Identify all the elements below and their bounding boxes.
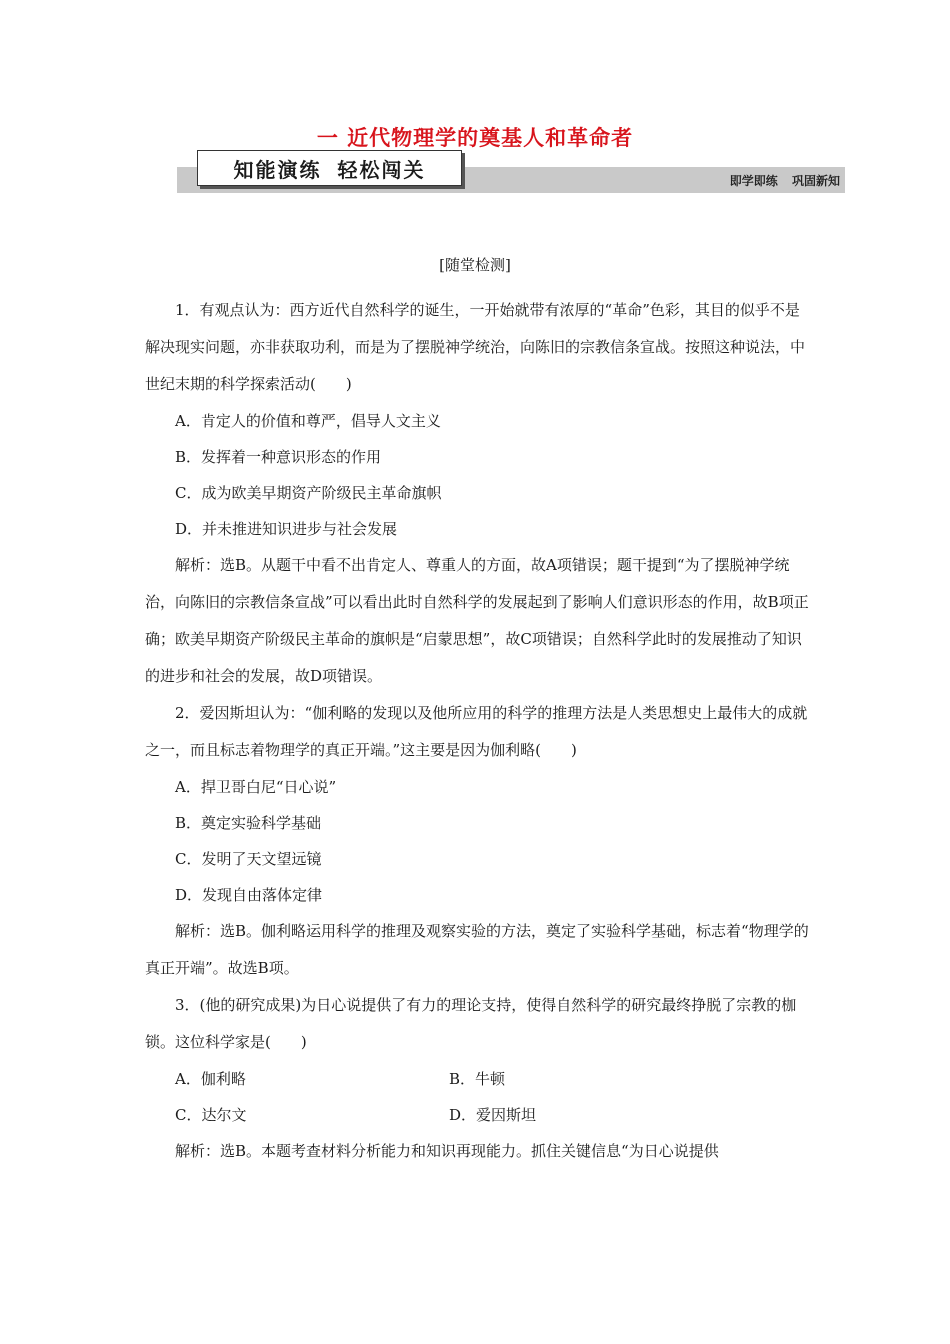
- banner-right-1: 即学即练: [729, 174, 778, 188]
- section-title: [随堂检测]: [439, 256, 511, 274]
- q2-option-c: C．发明了天文望远镜: [175, 850, 322, 868]
- q3-options-row-1: [145, 1061, 810, 1097]
- banner-right: [730, 172, 840, 189]
- page-title: 一 近代物理学的奠基人和革命者: [316, 125, 634, 150]
- content: [145, 292, 810, 1170]
- banner-box: [197, 150, 462, 186]
- q2-option-a: A．捍卫哥白尼“日心说”: [175, 778, 337, 796]
- q2-stem: 2．爱因斯坦认为：“伽利略的发现以及他所应用的科学的推理方法是人类思想史上最伟大的成就之一，而且标志着物理学的真正开端。”这主要是因为伽利略( ): [145, 704, 808, 759]
- q3-options-row-2: [145, 1097, 810, 1133]
- q1-stem: 1．有观点认为：西方近代自然科学的诞生，一开始就带有浓厚的“革命”色彩，其目的似乎不是解决现实问题，亦非获取功利，而是为了摆脱神学统治，向陈旧的宗教信条宣战。按照这种说法，中世纪末期的科学探索活动( ): [145, 301, 806, 393]
- q3-option-c: C．达尔文: [175, 1106, 247, 1124]
- q2-analysis: 解析：选B。伽利略运用科学的推理及观察实验的方法，奠定了实验科学基础，标志着“物理学的真正开端”。故选B项。: [145, 922, 809, 977]
- q2-option-b: B．奠定实验科学基础: [175, 814, 322, 832]
- q2-option-d: D．发现自由落体定律: [175, 886, 323, 904]
- q3-option-b: B．牛顿: [449, 1070, 506, 1088]
- q3-stem: 3．(他的研究成果)为日心说提供了有力的理论支持，使得自然科学的研究最终挣脱了宗教的枷锁。这位科学家是( ): [145, 996, 797, 1051]
- banner-left-2: 轻松闯关: [337, 157, 426, 182]
- q1-option-d: D．并未推进知识进步与社会发展: [175, 520, 398, 538]
- q1-option-c: C．成为欧美早期资产阶级民主革命旗帜: [175, 484, 442, 502]
- banner-right-2: 巩固新知: [791, 174, 840, 188]
- q3-analysis: 解析：选B。本题考查材料分析能力和知识再现能力。抓住关键信息“为日心说提供: [175, 1142, 719, 1160]
- q1-analysis: 解析：选B。从题干中看不出肯定人、尊重人的方面，故A项错误；题干提到“为了摆脱神学统治，向陈旧的宗教信条宣战”可以看出此时自然科学的发展起到了影响人们意识形态的作用，故B项正确；欧美早期资产阶级民主革命的旗帜是“启蒙思想”，故C项错误；自然科学此时的发展推动了知识的进步和社会的发展，故D项错误。: [145, 556, 809, 685]
- q3-option-a: A．伽利略: [175, 1070, 246, 1088]
- q1-option-a: A．肯定人的价值和尊严，倡导人文主义: [175, 412, 441, 430]
- banner-left-1: 知能演练: [233, 157, 322, 182]
- q1-option-b: B．发挥着一种意识形态的作用: [175, 448, 382, 466]
- q3-option-d: D．爱因斯坦: [449, 1106, 537, 1124]
